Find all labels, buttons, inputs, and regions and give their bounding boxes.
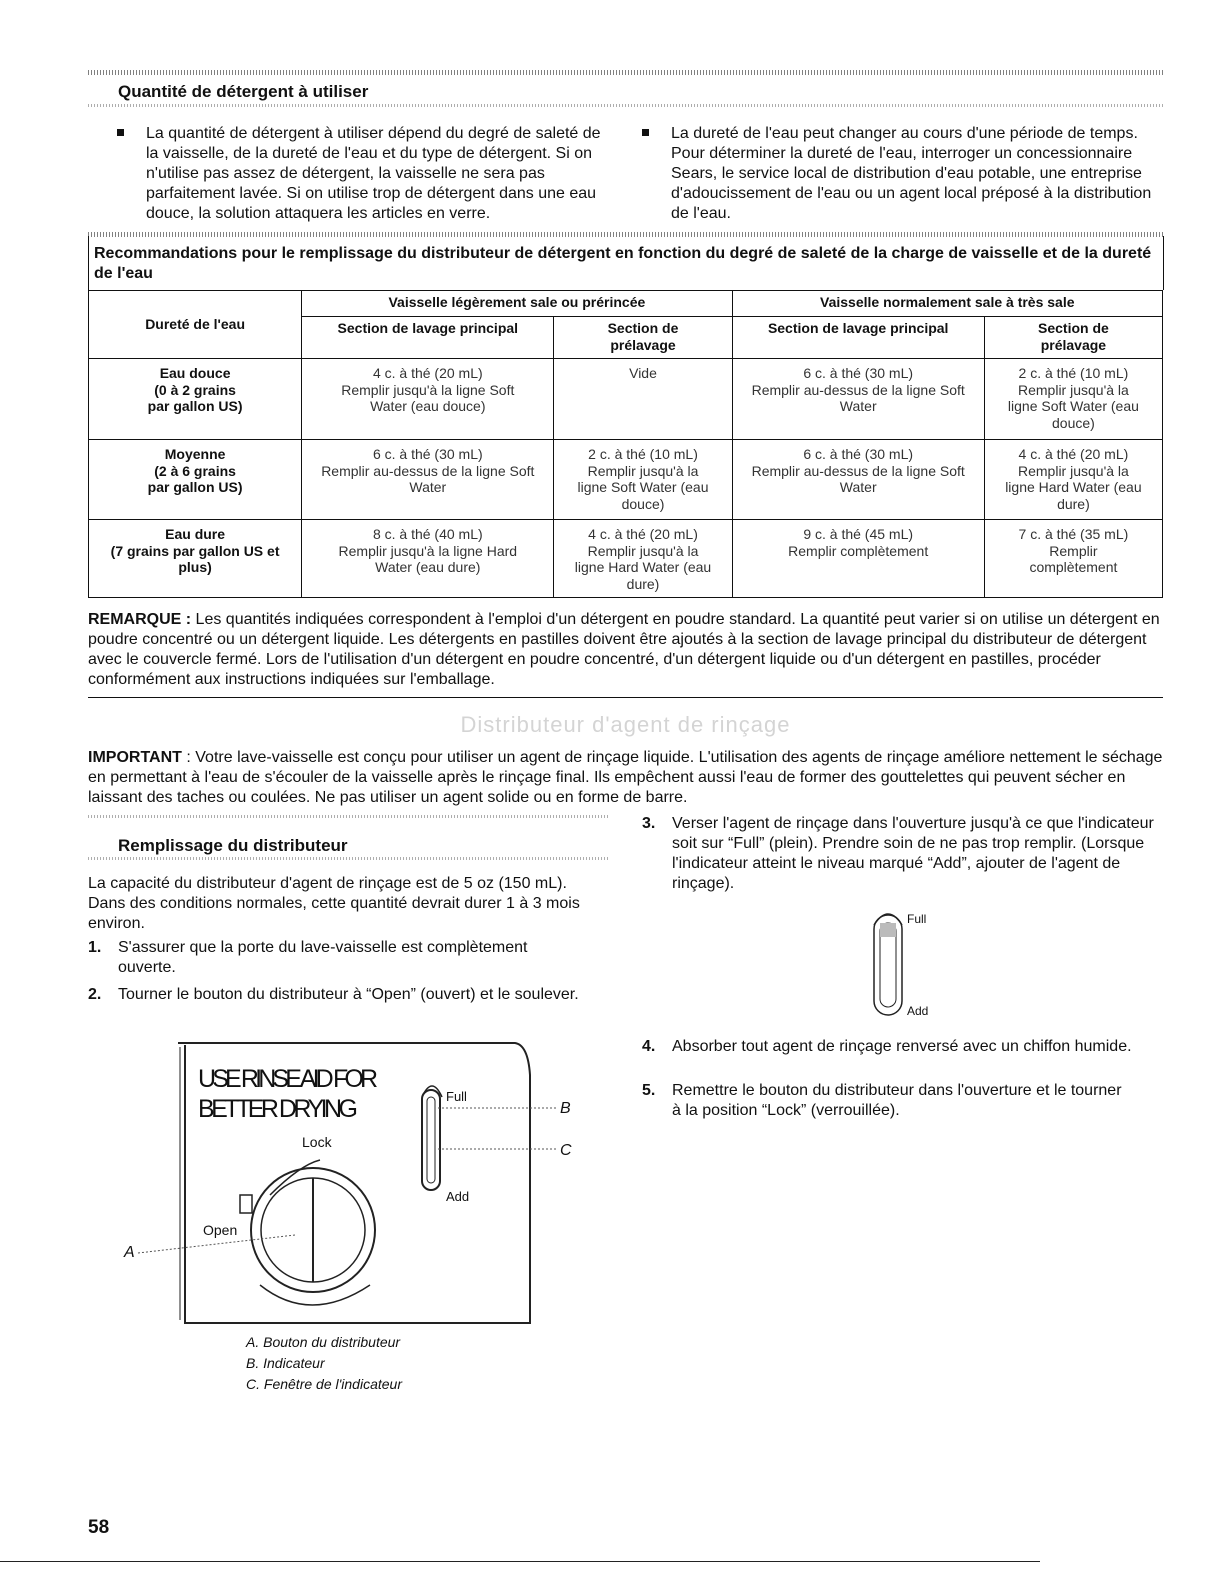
callout-c: C bbox=[560, 1142, 572, 1159]
hardness-name: Moyenne bbox=[164, 446, 226, 462]
table-cell: 6 c. à thé (30 mL) Remplir au-dessus de la ligne Soft Water bbox=[302, 440, 554, 520]
diagram-captions bbox=[246, 1332, 402, 1395]
header-prewash: Section de prélavage bbox=[554, 317, 732, 359]
step-number: 1. bbox=[88, 939, 102, 956]
header-prewash: Section de prélavage bbox=[984, 317, 1162, 359]
indicator-full-label: Full bbox=[907, 912, 927, 926]
table-cell: 9 c. à thé (45 mL) Remplir complètement bbox=[732, 520, 984, 598]
bullet-item bbox=[642, 124, 1162, 224]
bullet-text: La dureté de l'eau peut changer au cours d'une période de temps. Pour déterminer la dureté de l'eau, interroger un concessionnaire Sears, le service local de distribution d'eau potable, une entreprise d'adoucissement de l'eau ou un agent local préposé à la distribution de l'eau. bbox=[671, 125, 1152, 222]
bullet-icon bbox=[642, 129, 649, 136]
table-cell: 4 c. à thé (20 mL) Remplir jusqu'à la ligne Hard Water (eau dure) bbox=[554, 520, 732, 598]
add-label: Add bbox=[446, 1189, 470, 1204]
caption-a: A. Bouton du distributeur bbox=[246, 1334, 401, 1350]
remarque-text: Les quantités indiquées correspondent à l'emploi d'un détergent en poudre standard. La quantité peut varier si on utilise un détergent en poudre concentré ou un détergent liquide. Les détergents en pastilles doivent être ajoutés à la section de lavage principal du distributeur de détergent avec le couvercle fermé. Lors de l'utilisation d'un détergent en poudre concentré, d'un détergent liquide ou d'un détergent en pastilles, procéder conformément aux instructions indiquées sur l'emballage. bbox=[88, 611, 1160, 688]
diagram-line2: BETTER DRYING bbox=[198, 1095, 358, 1123]
header-normal-dishes: Vaisselle normalement sale à très sale bbox=[732, 291, 1162, 317]
dispenser-diagram bbox=[110, 1035, 600, 1330]
indicator-level bbox=[880, 923, 896, 937]
header-main-wash: Section de lavage principal bbox=[302, 317, 554, 359]
step-item bbox=[642, 1037, 1132, 1077]
callout-a: A bbox=[124, 1244, 135, 1261]
table-cell: 7 c. à thé (35 mL) Remplir complètement bbox=[984, 520, 1162, 598]
table-cell: 2 c. à thé (10 mL) Remplir jusqu'à la ligne Soft Water (eau douce) bbox=[554, 440, 732, 520]
remarque-paragraph bbox=[88, 610, 1163, 690]
table-title: Recommandations pour le remplissage du distributeur de détergent en fonction du degré de saleté de la charge de vaisselle et de la dureté de l'eau bbox=[94, 245, 1152, 282]
bullet-text: La quantité de détergent à utiliser dépend du degré de saleté de la vaisselle, de la dureté de l'eau et du type de détergent. Si on n'utilise pas assez de détergent, la vaisselle ne sera pas parfaitement lavée. Si on utilise trop de détergent dans une eau douce, la solution attaquera les articles en verre. bbox=[146, 125, 601, 222]
hardness-range: (2 à 6 grains par gallon US) bbox=[147, 462, 243, 495]
step-text: S'assurer que la porte du lave-vaisselle est complètement ouverte. bbox=[118, 939, 528, 976]
header-hardness: Dureté de l'eau bbox=[89, 291, 302, 359]
step-number: 4. bbox=[642, 1038, 656, 1055]
table-cell: 6 c. à thé (30 mL) Remplir au-dessus de la ligne Soft Water bbox=[732, 359, 984, 440]
table-cell: 2 c. à thé (10 mL) Remplir jusqu'à la ligne Soft Water (eau douce) bbox=[984, 359, 1162, 440]
subsection-rule bbox=[88, 857, 610, 860]
step-item bbox=[88, 985, 588, 1025]
step-text: Remettre le bouton du distributeur dans l'ouverture et le tourner à la position “Lock” (verrouillée). bbox=[672, 1082, 1122, 1119]
hardness-cell bbox=[89, 520, 302, 598]
bullet-icon bbox=[117, 129, 124, 136]
table-row bbox=[89, 359, 1163, 440]
page-number: 58 bbox=[88, 1517, 110, 1538]
important-label: IMPORTANT bbox=[88, 749, 182, 766]
table-row bbox=[89, 520, 1163, 598]
divider bbox=[88, 697, 1163, 698]
detergent-section-title: Quantité de détergent à utiliser bbox=[118, 82, 369, 101]
table-title-frame bbox=[88, 236, 1164, 290]
table-cell: 4 c. à thé (20 mL) Remplir jusqu'à la ligne Soft Water (eau douce) bbox=[302, 359, 554, 440]
rinse-section-title: Distributeur d'agent de rinçage bbox=[460, 712, 791, 737]
step-item bbox=[642, 814, 1162, 894]
hardness-cell bbox=[89, 440, 302, 520]
step-number: 3. bbox=[642, 815, 656, 832]
header-main-wash: Section de lavage principal bbox=[732, 317, 984, 359]
table-cell: 4 c. à thé (20 mL) Remplir jusqu'à la ligne Hard Water (eau dure) bbox=[984, 440, 1162, 520]
lock-label: Lock bbox=[302, 1134, 332, 1150]
header-light-dishes: Vaisselle légèrement sale ou prérincée bbox=[302, 291, 732, 317]
table-cell: 6 c. à thé (30 mL) Remplir au-dessus de la ligne Soft Water bbox=[732, 440, 984, 520]
bullet-item bbox=[117, 124, 617, 224]
step-text: Absorber tout agent de rinçage renversé avec un chiffon humide. bbox=[672, 1038, 1132, 1055]
table-cell: 8 c. à thé (40 mL) Remplir jusqu'à la ligne Hard Water (eau dure) bbox=[302, 520, 554, 598]
step-item bbox=[642, 1081, 1132, 1121]
indicator-diagram bbox=[870, 905, 940, 1023]
step-number: 2. bbox=[88, 986, 102, 1003]
table-cell: Vide bbox=[554, 359, 732, 440]
hardness-name: Eau dure bbox=[165, 526, 226, 542]
indicator-window bbox=[422, 1090, 440, 1190]
fill-subsection-title: Remplissage du distributeur bbox=[118, 836, 348, 855]
step-number: 5. bbox=[642, 1082, 656, 1099]
recommendation-table bbox=[88, 290, 1163, 598]
hardness-range: (7 grains par gallon US et plus) bbox=[110, 542, 280, 575]
step-item bbox=[88, 938, 598, 978]
caption-c: C. Fenêtre de l'indicateur bbox=[246, 1376, 402, 1392]
step-text: Tourner le bouton du distributeur à “Open” (ouvert) et le soulever. bbox=[118, 986, 579, 1003]
indicator-add-label: Add bbox=[907, 1004, 929, 1018]
bottom-rule bbox=[0, 1561, 1040, 1562]
hardness-range: (0 à 2 grains par gallon US) bbox=[147, 381, 243, 414]
table-row bbox=[89, 440, 1163, 520]
capacity-paragraph: La capacité du distributeur d'agent de rinçage est de 5 oz (150 mL). Dans des conditions normales, cette quantité devrait durer 1 à 3 mois environ. bbox=[88, 875, 580, 932]
section-rule bbox=[88, 104, 1163, 107]
remarque-label: REMARQUE : bbox=[88, 611, 192, 628]
callout-b: B bbox=[560, 1100, 571, 1117]
important-paragraph bbox=[88, 748, 1163, 808]
diagram-line1: USE RINSE AID FOR bbox=[198, 1065, 378, 1093]
step-text: Verser l'agent de rinçage dans l'ouverture jusqu'à ce que l'indicateur soit sur “Full” (plein). Prendre soin de ne pas trop remplir. (Lorsque l'indicateur atteint le niveau marqué “Add”, ajouter de l'agent de rinçage). bbox=[672, 815, 1154, 892]
caption-b: B. Indicateur bbox=[246, 1355, 325, 1371]
hardness-name: Eau douce bbox=[159, 365, 231, 381]
hardness-cell bbox=[89, 359, 302, 440]
subsection-rule bbox=[88, 815, 610, 818]
important-text: : Votre lave-vaisselle est conçu pour utiliser un agent de rinçage liquide. L'utilisation des agents de rinçage améliore nettement le séchage en permettant à l'eau de s'écouler de la vaisselle après le rinçage final. Ils empêchent aussi l'eau de former des gouttelettes qui peuvent sécher en laissant des taches ou coulées. Ne pas utiliser un agent solide ou en forme de barre. bbox=[88, 749, 1163, 806]
full-label: Full bbox=[446, 1089, 467, 1104]
top-rule bbox=[88, 70, 1163, 75]
open-label: Open bbox=[203, 1222, 238, 1238]
